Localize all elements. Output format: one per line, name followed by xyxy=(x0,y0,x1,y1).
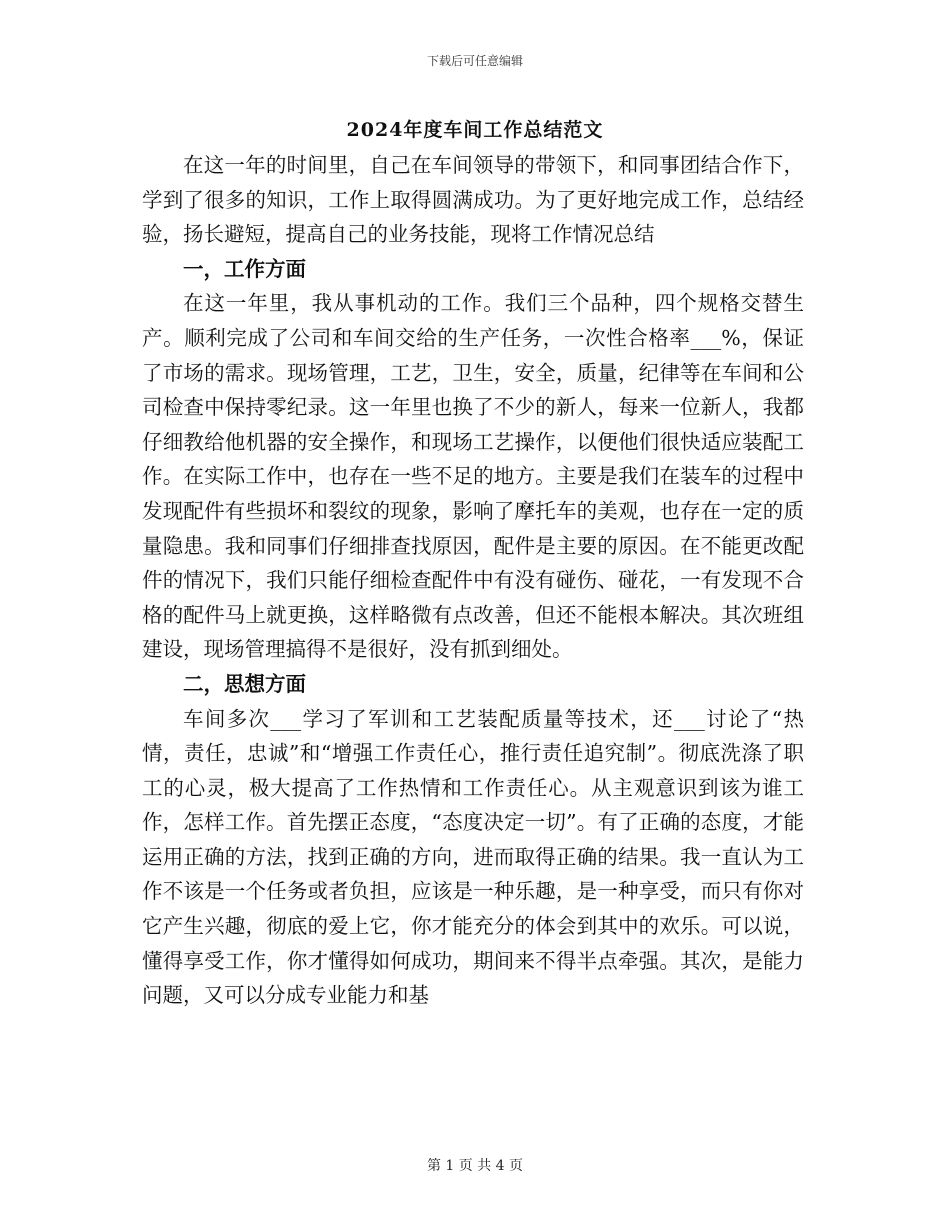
section-heading-thought: 二，思想方面 xyxy=(183,671,306,696)
section-body-work: 在这一年里，我从事机动的工作。我们三个品种，四个规格交替生产。顺利完成了公司和车间交给的生产任务，一次性合格率___%，保证了市场的需求。现场管理，工艺，卫生，安全，质量，纪律等在车间和公司检查中保持零纪录。这一年里也换了不少的新人，每来一位新人，我都仔细教给他机器的安全操作，和现场工艺操作，以便他们很快适应装配工作。在实际工作中，也存在一些不足的地方。主要是我们在装车的过程中发现配件有些损坏和裂纹的现象，影响了摩托车的美观，也存在一定的质量隐患。我和同事们仔细排查找原因，配件是主要的原因。在不能更改配件的情况下，我们只能仔细检查配件中有没有碰伤、碰花，一有发现不合格的配件马上就更换，这样略微有点改善，但还不能根本解决。其次班组建设，现场管理搞得不是很好，没有抓到细处。 xyxy=(142,291,804,662)
page-header: 下载后可任意编辑 xyxy=(426,54,523,68)
page-footer: 第 1 页 共 4 页 xyxy=(426,1158,524,1174)
document-title: 2024年度车间工作总结范文 xyxy=(346,119,604,141)
intro-paragraph: 在这一年的时间里，自己在车间领导的带领下，和同事团结合作下，学到了很多的知识，工作上取得圆满成功。为了更好地完成工作，总结经验，扬长避短，提高自己的业务技能，现将工作情况总结 xyxy=(142,153,804,247)
document-body xyxy=(142,148,804,1013)
section-heading-work: 一，工作方面 xyxy=(183,256,306,281)
section-body-thought: 车间多次___学习了军训和工艺装配质量等技术，还___讨论了“热情，责任，忠诚”和“增强工作责任心，推行责任追究制”。彻底洗涤了职工的心灵，极大提高了工作热情和工作责任心。从主观意识到该为谁工作，怎样工作。首先摆正态度，“态度决定一切”。有了正确的态度，才能运用正确的方法，找到正确的方向，进而取得正确的结果。我一直认为工作不该是一个任务或者负担，应该是一种乐趣，是一种享受，而只有你对它产生兴趣，彻底的爱上它，你才能充分的体会到其中的欢乐。可以说，懂得享受工作，你才懂得如何成功，期间来不得半点牵强。其次，是能力问题，又可以分成专业能力和基 xyxy=(142,706,804,1008)
